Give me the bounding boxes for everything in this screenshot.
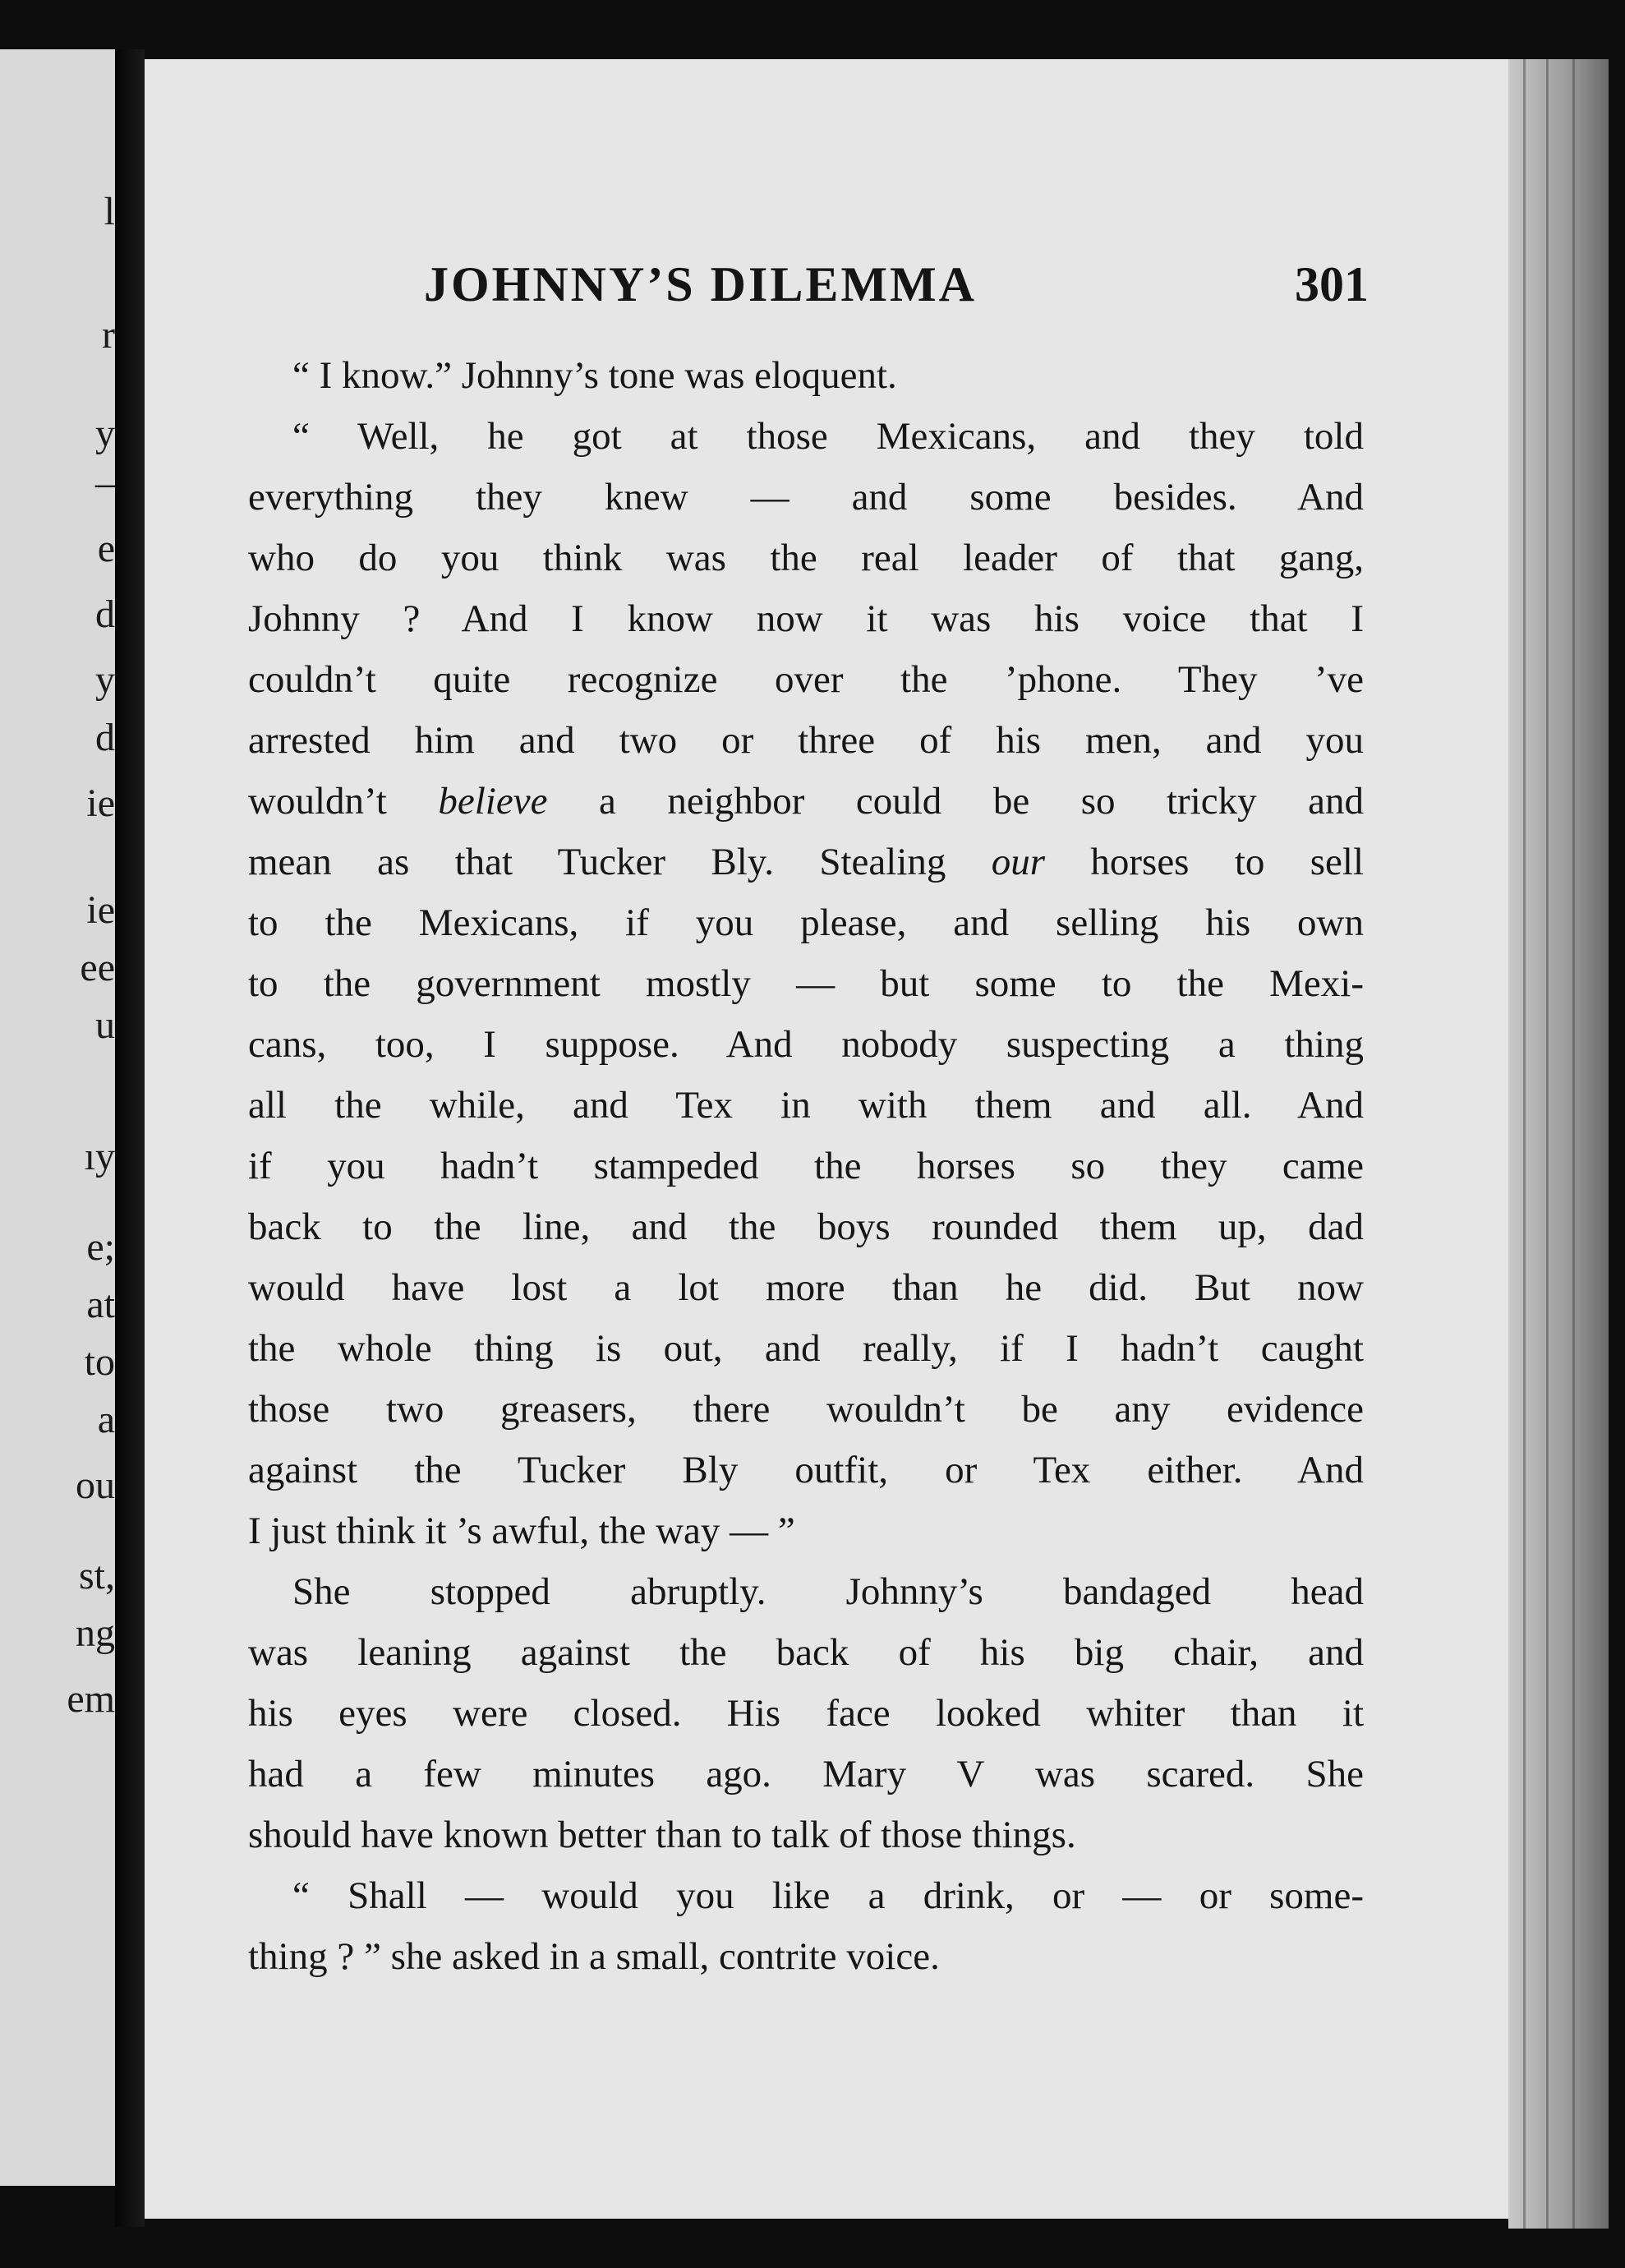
- book-gutter: [115, 49, 145, 2227]
- italic-emphasis: believe: [438, 780, 548, 823]
- page-header: [145, 256, 1508, 322]
- text-line: who do you think was the real leader of that gang,: [248, 537, 1364, 579]
- text-line: if you hadn’t stampeded the horses so they came: [248, 1145, 1364, 1187]
- facing-page-text-fragment: –: [95, 461, 115, 505]
- facing-page-fragment: [0, 49, 118, 2186]
- text-line: everything they knew — and some besides. And: [248, 476, 1364, 519]
- facing-page-text-fragment: ie: [86, 888, 115, 932]
- running-title: JOHNNY’S DILEMMA: [424, 257, 977, 311]
- text-line: She stopped abruptly. Johnny’s bandaged head: [292, 1570, 1364, 1613]
- facing-page-text-fragment: ıy: [84, 1135, 115, 1178]
- facing-page-text-fragment: r: [102, 313, 115, 357]
- facing-page-text-fragment: e: [97, 527, 115, 570]
- paragraph: [248, 1561, 1364, 1865]
- text-line: cans, too, I suppose. And nobody suspecting a thing: [248, 1023, 1364, 1066]
- facing-page-text-fragment: st,: [78, 1554, 115, 1597]
- text-line: couldn’t quite recognize over the ’phone. They ’ve: [248, 658, 1364, 701]
- text-line: to the government mostly — but some to the Mexi-: [248, 962, 1364, 1005]
- text-line: should have known better than to talk of those things.: [248, 1814, 1076, 1856]
- facing-page-text-fragment: ie: [86, 781, 115, 825]
- facing-page-text-fragment: d: [95, 716, 115, 759]
- text-line: back to the line, and the boys rounded them up, dad: [248, 1205, 1364, 1248]
- text-line: his eyes were closed. His face looked whiter than it: [248, 1692, 1364, 1735]
- text-line: “ Shall — would you like a drink, or — or some-: [292, 1874, 1364, 1917]
- text-line: all the while, and Tex in with them and all. And: [248, 1084, 1364, 1127]
- facing-page-text-fragment: u: [95, 1003, 115, 1047]
- page-number: 301: [1295, 257, 1369, 311]
- text-line: had a few minutes ago. Mary V was scared. She: [248, 1753, 1364, 1796]
- italic-emphasis: our: [991, 841, 1046, 883]
- facing-page-text-fragment: at: [86, 1283, 115, 1326]
- text-line: those two greasers, there wouldn’t be any evidence: [248, 1388, 1364, 1431]
- facing-page-text-fragment: ou: [76, 1464, 115, 1507]
- facing-page-text-fragment: l: [104, 190, 115, 233]
- paragraph: [248, 345, 1364, 406]
- facing-page-text-fragment: em: [67, 1677, 115, 1721]
- facing-page-text-fragment: e;: [86, 1225, 115, 1269]
- facing-page-text-fragment: ee: [80, 946, 115, 989]
- text-line: would have lost a lot more than he did. But now: [248, 1266, 1364, 1309]
- text-line: arrested him and two or three of his men, and you: [248, 719, 1364, 762]
- body-text: [248, 345, 1364, 1987]
- text-line: was leaning against the back of his big chair, and: [248, 1631, 1364, 1674]
- text-line: thing ? ” she asked in a small, contrite voice.: [248, 1935, 940, 1978]
- facing-page-text-fragment: d: [95, 592, 115, 636]
- paragraph: [248, 406, 1364, 1561]
- facing-page-text-fragment: y: [95, 658, 115, 702]
- text-line: “ Well, he got at those Mexicans, and they told: [292, 415, 1364, 458]
- text-line: the whole thing is out, and really, if I hadn’t caught: [248, 1327, 1364, 1370]
- text-line: “ I know.” Johnny’s tone was eloquent.: [292, 354, 897, 397]
- text-line: Johnny ? And I know now it was his voice that I: [248, 597, 1364, 640]
- text-line: wouldn’t believe a neighbor could be so tricky and: [248, 780, 1364, 823]
- text-line: to the Mexicans, if you please, and selling his own: [248, 901, 1364, 944]
- facing-page-text-fragment: y: [95, 412, 115, 455]
- facing-page-text-fragment: to: [84, 1340, 115, 1384]
- text-line: mean as that Tucker Bly. Stealing our horses to sell: [248, 841, 1364, 883]
- text-line: against the Tucker Bly outfit, or Tex either. And: [248, 1449, 1364, 1491]
- book-page: [145, 59, 1508, 2219]
- page-edge: [1508, 59, 1609, 2229]
- paragraph: [248, 1865, 1364, 1987]
- facing-page-text-fragment: a: [97, 1398, 115, 1441]
- text-line: I just think it ’s awful, the way — ”: [248, 1510, 795, 1552]
- facing-page-text-fragment: ng: [76, 1611, 115, 1655]
